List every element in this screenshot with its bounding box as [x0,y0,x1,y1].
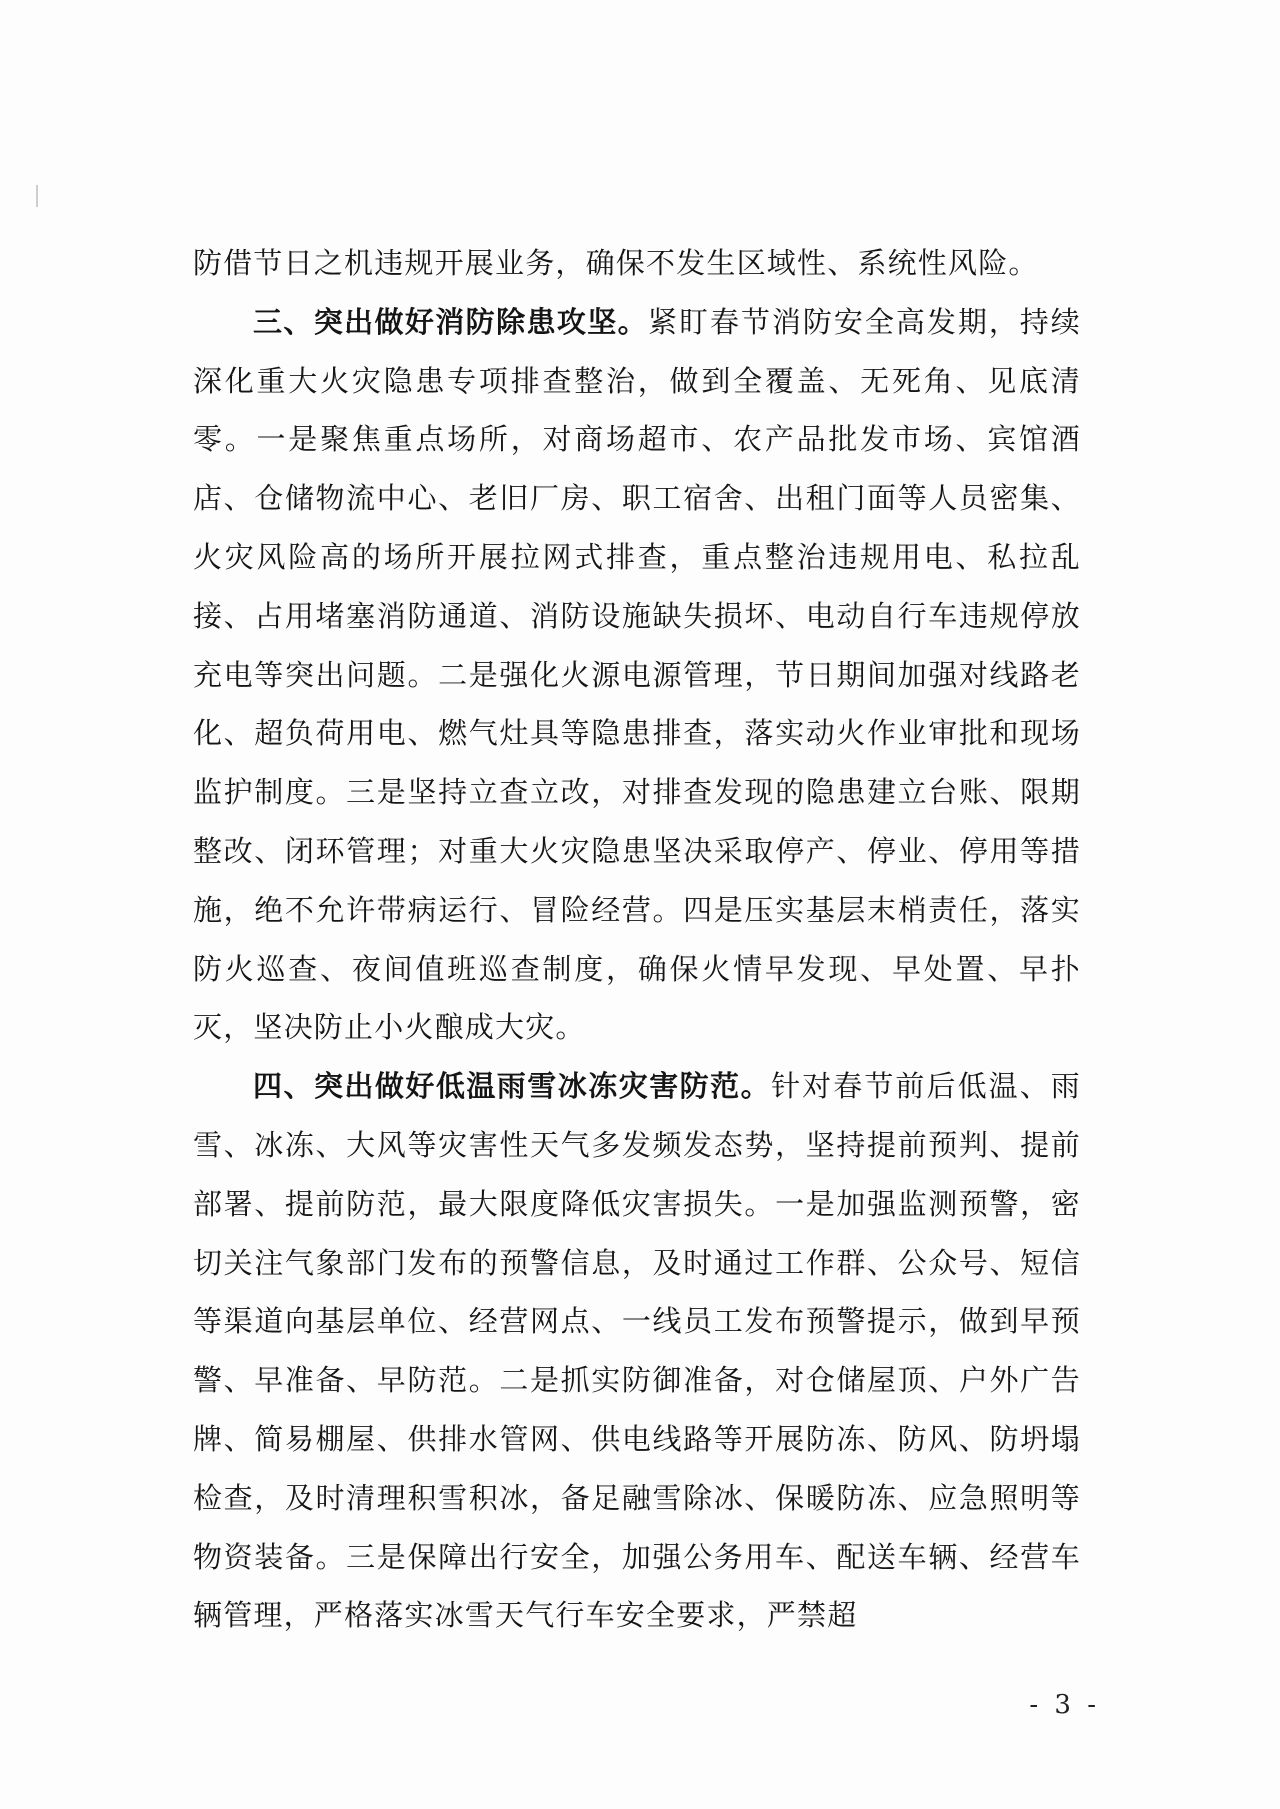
paragraph-text: 针对春节前后低温、雨雪、冰冻、大风等灾害性天气多发频发态势，坚持提前预判、提前部署、提前防范，最大限度降低灾害损失。一是加强监测预警，密切关注气象部门发布的预警信息，及时通过工作群、公众号、短信等渠道向基层单位、经营网点、一线员工发布预警提示，做到早预警、早准备、早防范。二是抓实防御准备，对仓储屋顶、户外广告牌、简易棚屋、供排水管网、供电线路等开展防冻、防风、防坍塌检查，及时清理积雪积冰，备足融雪除冰、保暖防冻、应急照明等物资装备。三是保障出行安全，加强公务用车、配送车辆、经营车辆管理，严格落实冰雪天气行车安全要求，严禁超 [193,1069,1081,1633]
scan-margin-mark [36,185,38,207]
document-body [193,234,1081,1645]
section-heading: 四、突出做好低温雨雪冰冻灾害防范。 [253,1069,772,1104]
paragraph-continuation [193,234,1081,293]
section-heading: 三、突出做好消防除患攻坚。 [253,304,648,339]
paragraph-text: 紧盯春节消防安全高发期，持续深化重大火灾隐患专项排查整治，做到全覆盖、无死角、见底清零。一是聚焦重点场所，对商场超市、农产品批发市场、宾馆酒店、仓储物流中心、老旧厂房、职工宿舍、出租门面等人员密集、火灾风险高的场所开展拉网式排查，重点整治违规用电、私拉乱接、占用堵塞消防通道、消防设施缺失损坏、电动自行车违规停放充电等突出问题。二是强化火源电源管理，节日期间加强对线路老化、超负荷用电、燃气灶具等隐患排查，落实动火作业审批和现场监护制度。三是坚持立查立改，对排查发现的隐患建立台账、限期整改、闭环管理；对重大火灾隐患坚决采取停产、停业、停用等措施，绝不允许带病运行、冒险经营。四是压实基层末梢责任，落实防火巡查、夜间值班巡查制度，确保火情早发现、早处置、早扑灭，坚决防止小火酿成大灾。 [193,304,1081,1045]
paragraph-text: 防借节日之机违规开展业务，确保不发生区域性、系统性风险。 [193,246,1039,280]
paragraph-section-3 [193,293,1081,1057]
page-number: - 3 - [1029,1690,1100,1720]
paragraph-section-4 [193,1057,1081,1645]
